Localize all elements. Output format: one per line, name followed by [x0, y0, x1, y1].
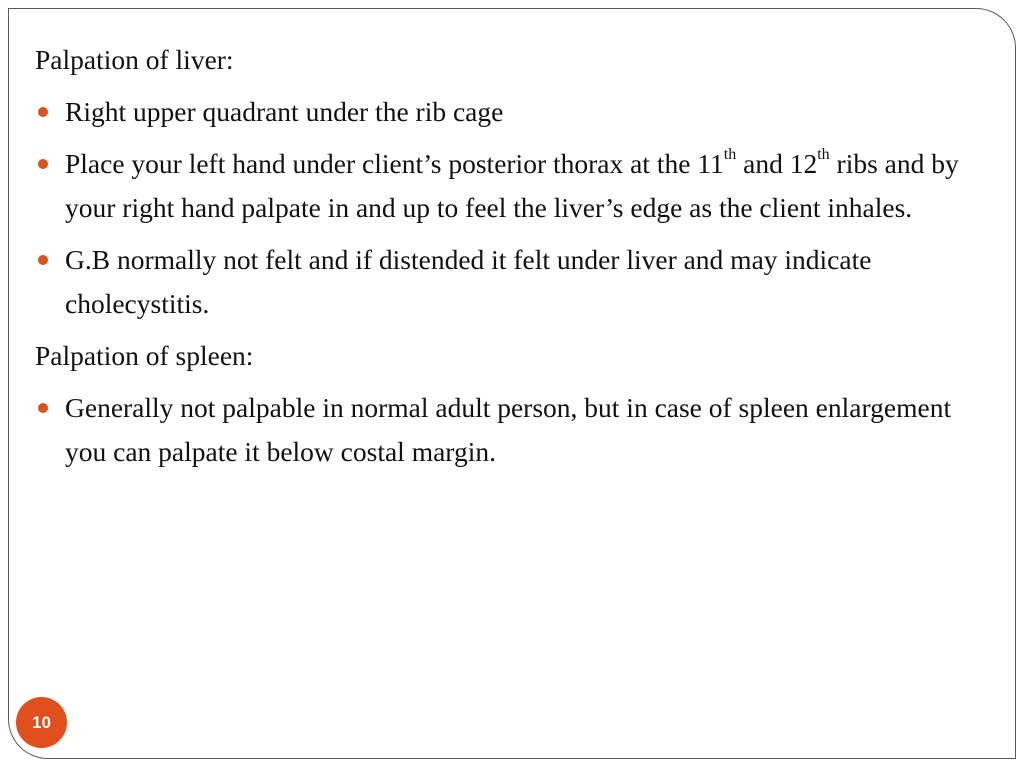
liver-bullet-2-text-part3: ribs and by your right hand palpate in and up to feel the liver’s edge as the client inhales. — [65, 148, 959, 223]
liver-bullet-2 — [35, 142, 980, 230]
spleen-bullet-1 — [35, 386, 980, 474]
bullet-dot-icon — [38, 255, 48, 265]
liver-heading: Palpation of liver: — [35, 44, 234, 75]
liver-bullet-2-text-part1: Place your left hand under client’s posterior thorax at the 11 — [65, 148, 724, 179]
liver-bullet-1 — [35, 90, 980, 134]
page-number-badge: 10 — [16, 697, 67, 748]
superscript-th-2: th — [817, 145, 830, 163]
superscript-th-1: th — [723, 145, 737, 163]
spleen-bullet-1-text: Generally not palpable in normal adult person, but in case of spleen enlargement you can palpate it below costal margin. — [65, 392, 952, 467]
spleen-heading: Palpation of spleen: — [35, 340, 254, 371]
liver-bullet-3-text: G.B normally not felt and if distended it felt under liver and may indicate cholecystitis. — [65, 244, 872, 319]
liver-bullet-3 — [35, 238, 980, 326]
liver-bullet-1-text: Right upper quadrant under the rib cage — [65, 96, 504, 127]
bullet-dot-icon — [38, 403, 48, 413]
liver-bullet-2-text-part2: and 12 — [736, 148, 818, 179]
bullet-dot-icon — [38, 107, 48, 117]
bullet-dot-icon — [38, 159, 48, 169]
slide-content — [35, 38, 980, 482]
